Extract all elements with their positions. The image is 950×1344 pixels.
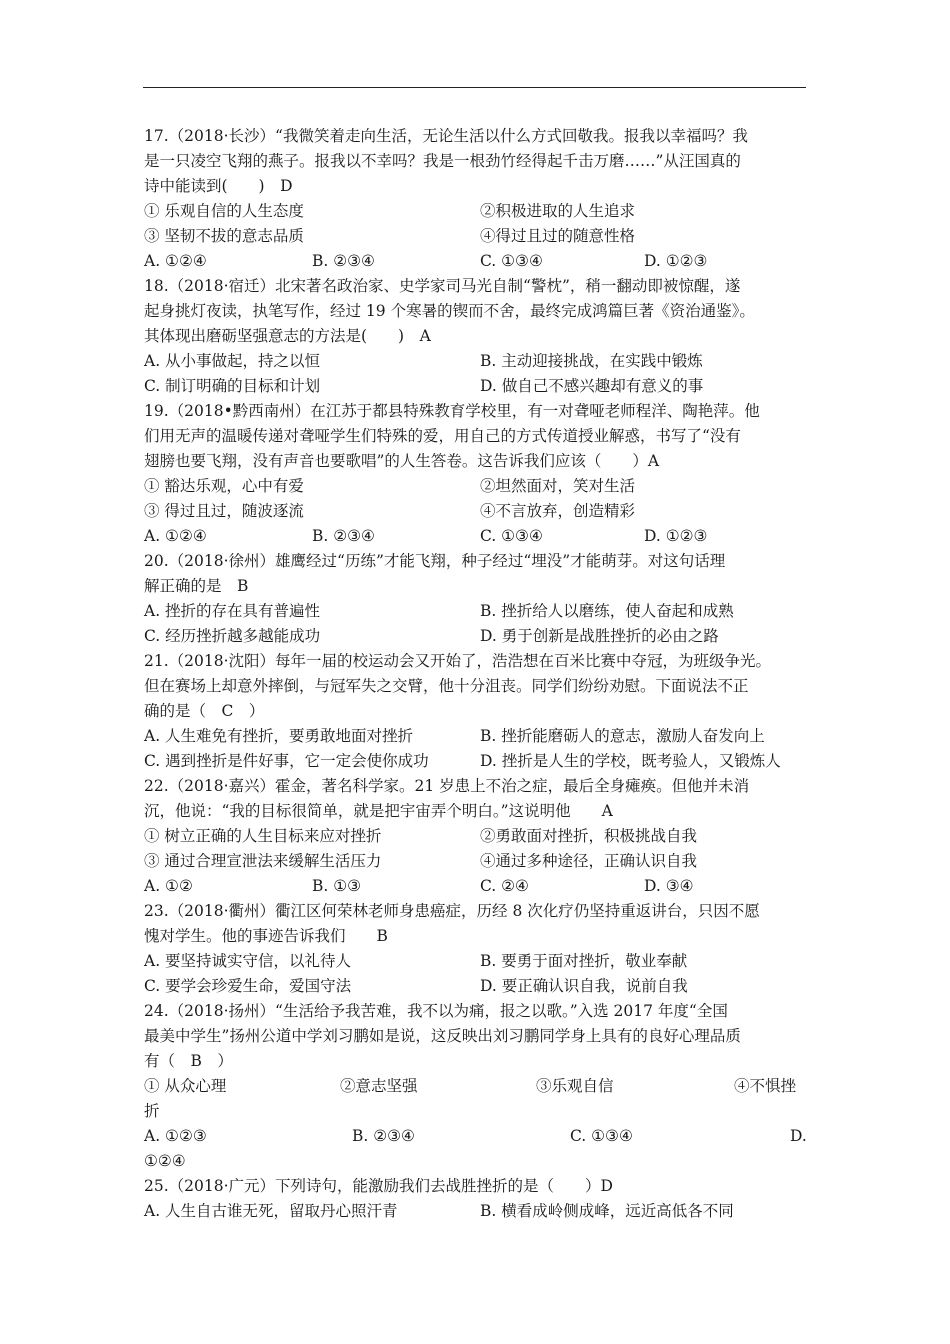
option-item: B. ②③④ (312, 252, 375, 270)
option-row (144, 524, 809, 549)
option-item: D. 要正确认识自我，说前自我 (480, 977, 688, 995)
option-item: ③ 通过合理宣泄法来缓解生活压力 (144, 852, 382, 870)
option-item: A. ①②④ (144, 527, 207, 545)
option-item: A. 人生自古谁无死，留取丹心照汗青 (144, 1202, 398, 1220)
option-wrap-line: ①②④ (144, 1152, 186, 1170)
option-row (144, 224, 809, 249)
option-wrap-line: 折 (144, 1102, 160, 1120)
option-item: A. ①②③ (144, 1127, 207, 1145)
option-row (144, 874, 809, 899)
option-item: A. ①② (144, 877, 193, 895)
option-row (144, 599, 809, 624)
option-item: B. ①③ (312, 877, 362, 895)
question-block (144, 899, 809, 999)
option-item: ① 豁达乐观，心中有爱 (144, 477, 304, 495)
question-stem-line: 但在赛场上却意外摔倒，与冠军失之交臂，他十分沮丧。同学们纷纷劝慰。下面说法不正 (144, 677, 749, 695)
option-row (144, 849, 809, 874)
option-row (144, 974, 809, 999)
option-item: D. ③④ (644, 877, 694, 895)
option-row (144, 949, 809, 974)
option-item: C. ①③④ (570, 1127, 633, 1145)
question-stem-line: 是一只凌空飞翔的燕子。报我以不幸吗？我是一根劲竹经得起千击万磨……”从汪国真的 (144, 152, 741, 170)
question-stem-line: 们用无声的温暖传递对聋哑学生们特殊的爱，用自己的方式传道授业解惑，书写了“没有 (144, 427, 741, 445)
option-row (144, 349, 809, 374)
option-item: ① 树立正确的人生目标来应对挫折 (144, 827, 382, 845)
question-block (144, 549, 809, 649)
option-item: ③乐观自信 (536, 1077, 614, 1095)
option-item: D. 挫折是人生的学校，既考验人，又锻炼人 (480, 752, 781, 770)
option-item: C. 经历挫折越多越能成功 (144, 627, 321, 645)
question-block (144, 274, 809, 399)
question-stem-line: 其体现出磨砺坚强意志的方法是( ) A (144, 327, 431, 345)
option-row (144, 624, 809, 649)
question-stem-line: 解正确的是 B (144, 577, 249, 595)
option-item: ②意志坚强 (340, 1077, 418, 1095)
question-block (144, 1174, 809, 1224)
option-row (144, 749, 809, 774)
option-item: ④得过且过的随意性格 (480, 227, 636, 245)
option-item: D. ①②③ (644, 527, 708, 545)
option-item: ③ 坚韧不拔的意志品质 (144, 227, 304, 245)
question-stem-line: 17.（2018·长沙）“我微笑着走向生活，无论生活以什么方式回敬我。报我以幸福吗？我 (144, 127, 748, 145)
option-item: B. 主动迎接挑战，在实践中锻炼 (480, 352, 703, 370)
question-list (144, 124, 809, 1224)
question-stem-line: 愧对学生。他的事迹告诉我们 B (144, 927, 388, 945)
question-stem-line: 诗中能读到( ) D (144, 177, 293, 195)
option-item: B. 挫折给人以磨练，使人奋起和成熟 (480, 602, 734, 620)
option-item: C. 要学会珍爱生命，爱国守法 (144, 977, 352, 995)
question-block (144, 999, 809, 1174)
question-stem-line: 21.（2018·沈阳）每年一届的校运动会又开始了，浩浩想在百米比赛中夺冠，为班级争光。 (144, 652, 772, 670)
question-stem-line: 20.（2018·徐州）雄鹰经过“历练”才能飞翔，种子经过“埋没”才能萌芽。对这句话理 (144, 552, 726, 570)
option-row (144, 824, 809, 849)
question-stem-line: 确的是（ C ） (144, 702, 265, 720)
option-item: A. 人生难免有挫折，要勇敢地面对挫折 (144, 727, 414, 745)
option-row (144, 199, 809, 224)
question-stem-line: 22.（2018·嘉兴）霍金，著名科学家。21 岁患上不治之症，最后全身瘫痪。但他并未消 (144, 777, 750, 795)
option-item: ④不惧挫 (734, 1077, 797, 1095)
option-row (144, 474, 809, 499)
option-item: C. ①③④ (480, 527, 543, 545)
option-item: B. ②③④ (312, 527, 375, 545)
question-stem-line: 19.（2018•黔西南州）在江苏于都县特殊教育学校里，有一对聋哑老师程洋、陶艳萍。他 (144, 402, 760, 420)
option-item: B. ②③④ (352, 1127, 415, 1145)
option-item: ②坦然面对，笑对生活 (480, 477, 636, 495)
option-item: A. 挫折的存在具有普遍性 (144, 602, 321, 620)
option-item: ③ 得过且过，随波逐流 (144, 502, 304, 520)
option-item: ① 乐观自信的人生态度 (144, 202, 304, 220)
option-item: ④通过多种途径，正确认识自我 (480, 852, 698, 870)
option-item: C. ②④ (480, 877, 529, 895)
question-block (144, 399, 809, 549)
option-item: A. 从小事做起，持之以恒 (144, 352, 321, 370)
option-item: D. 做自己不感兴趣却有意义的事 (480, 377, 704, 395)
option-row (144, 1074, 809, 1099)
option-item: ②积极进取的人生追求 (480, 202, 636, 220)
option-item: B. 横看成岭侧成峰，远近高低各不同 (480, 1202, 734, 1220)
option-item: D. (790, 1127, 807, 1145)
question-block (144, 649, 809, 774)
question-stem-line: 有（ B ） (144, 1052, 233, 1070)
question-stem-line: 23.（2018·衢州）衢江区何荣林老师身患癌症，历经 8 次化疗仍坚持重返讲台，只因不愿 (144, 902, 760, 920)
option-item: ④不言放弃，创造精彩 (480, 502, 636, 520)
option-row (144, 724, 809, 749)
question-block (144, 774, 809, 899)
option-item: C. 遇到挫折是件好事，它一定会使你成功 (144, 752, 429, 770)
option-item: ① 从众心理 (144, 1077, 227, 1095)
option-item: C. ①③④ (480, 252, 543, 270)
option-item: D. ①②③ (644, 252, 708, 270)
option-item: ②勇敢面对挫折，积极挑战自我 (480, 827, 698, 845)
option-row (144, 249, 809, 274)
option-item: D. 勇于创新是战胜挫折的必由之路 (480, 627, 719, 645)
option-item: A. ①②④ (144, 252, 207, 270)
option-item: B. 挫折能磨砺人的意志，激励人奋发向上 (480, 727, 765, 745)
question-stem-line: 最美中学生”扬州公道中学刘习鹏如是说，这反映出刘习鹏同学身上具有的良好心理品质 (144, 1027, 741, 1045)
question-stem-line: 25.（2018·广元）下列诗句，能激励我们去战胜挫折的是（ ）D (144, 1177, 613, 1195)
question-stem-line: 18.（2018·宿迁）北宋著名政治家、史学家司马光自制“警枕”，稍一翻动即被惊醒，遂 (144, 277, 741, 295)
header-rule (143, 87, 806, 88)
option-item: A. 要坚持诚实守信，以礼待人 (144, 952, 352, 970)
option-row (144, 374, 809, 399)
question-stem-line: 起身挑灯夜读，执笔写作，经过 19 个寒暑的锲而不舍，最终完成鸿篇巨著《资治通鉴》。 (144, 302, 755, 320)
option-item: C. 制订明确的目标和计划 (144, 377, 321, 395)
question-stem-line: 沉，他说：“我的目标很简单，就是把宇宙弄个明白。”这说明他 A (144, 802, 613, 820)
question-stem-line: 24.（2018·扬州）“生活给予我苦难，我不以为痛，报之以歌。”入选 2017 年度“全国 (144, 1002, 728, 1020)
option-row (144, 499, 809, 524)
question-block (144, 124, 809, 274)
option-row (144, 1199, 809, 1224)
option-item: B. 要勇于面对挫折，敬业奉献 (480, 952, 688, 970)
option-row (144, 1124, 809, 1149)
question-stem-line: 翅膀也要飞翔，没有声音也要歌唱”的人生答卷。这告诉我们应该（ ）A (144, 452, 660, 470)
